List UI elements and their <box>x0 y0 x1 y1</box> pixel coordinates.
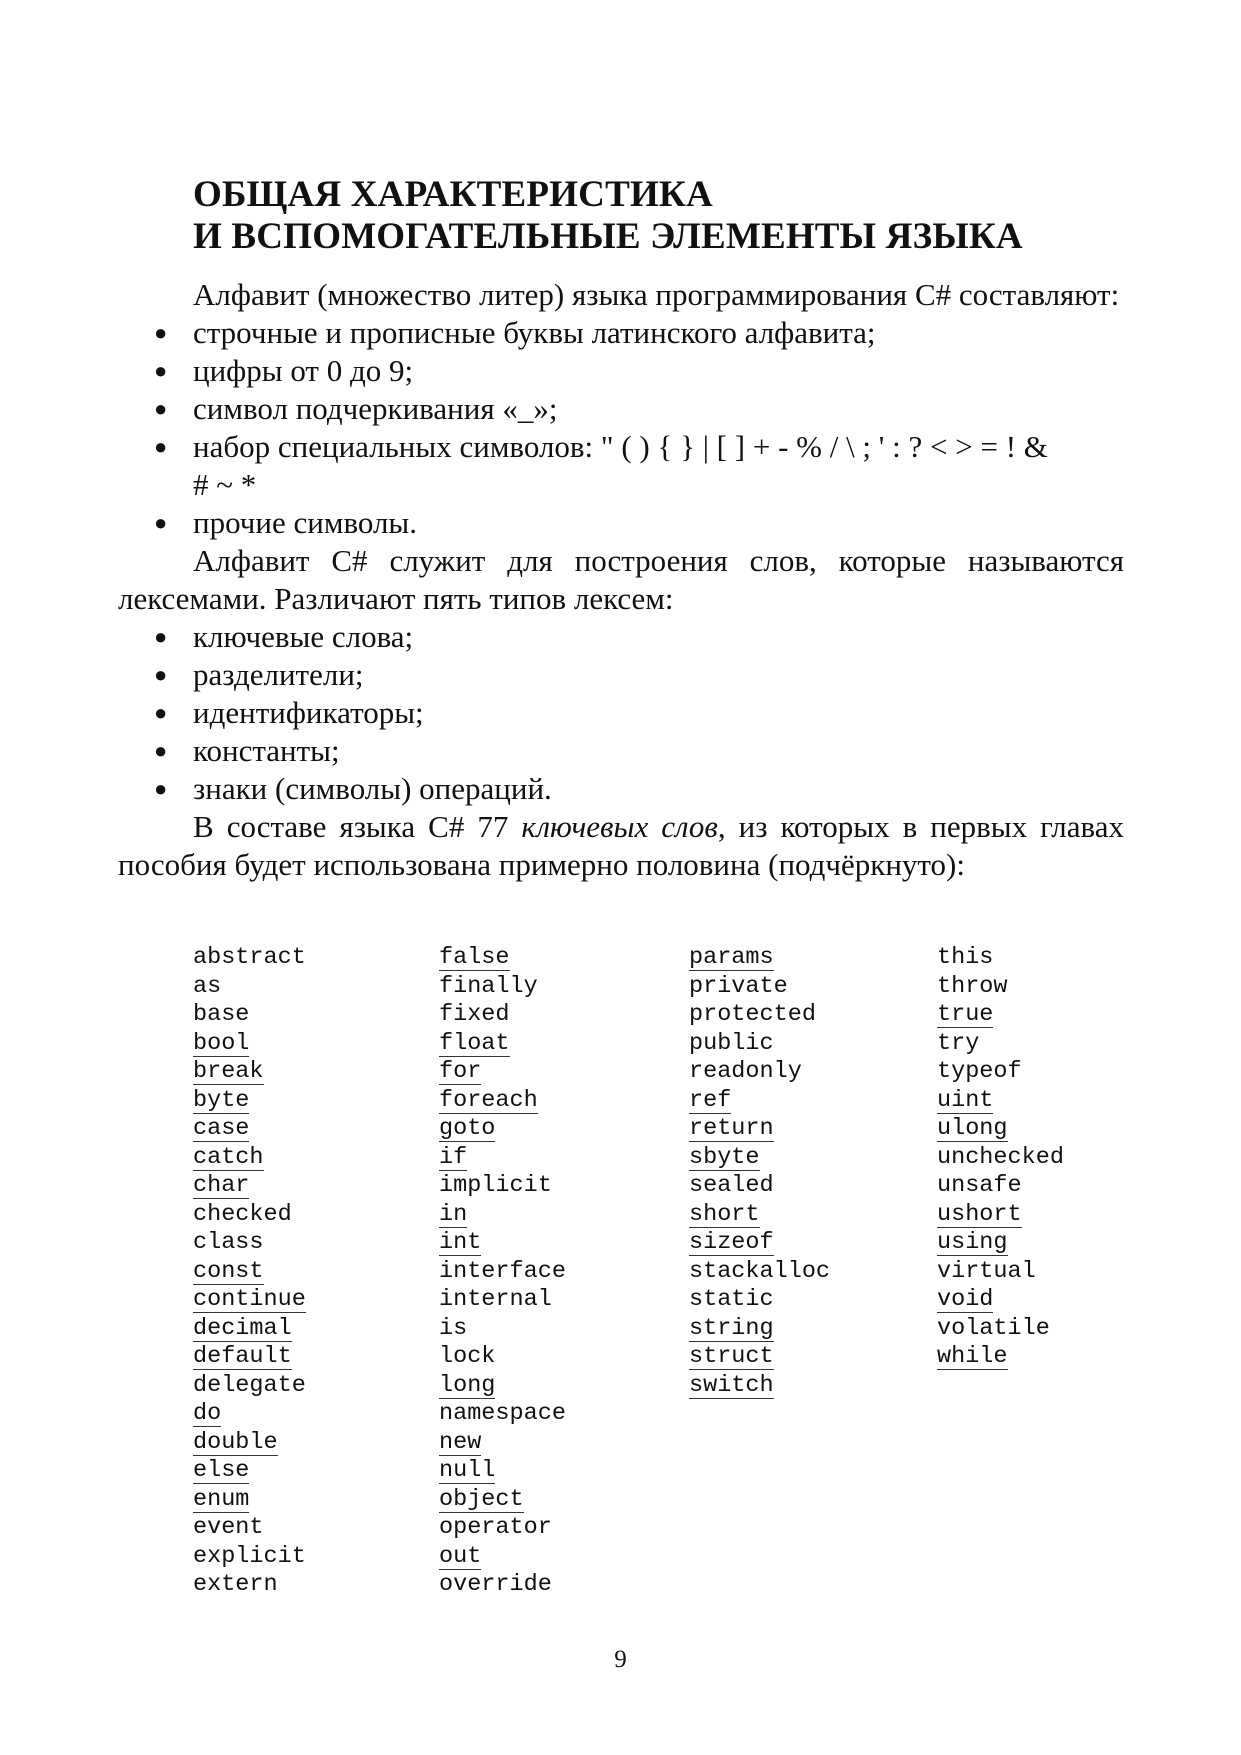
bullet-icon: ● <box>154 776 168 801</box>
keyword-item <box>193 1001 433 1030</box>
list-item: ● строчные и прописные буквы латинского алфавита; <box>154 315 876 350</box>
keyword-text: byte <box>193 1086 250 1114</box>
keyword-item <box>689 1144 929 1173</box>
paragraph-alphabet-intro: Алфавит (множество литер) языка программирования C# составляют: <box>193 277 1120 312</box>
keyword-column-3 <box>689 944 929 1400</box>
keyword-item <box>689 973 929 1002</box>
keyword-text: abstract <box>193 944 306 971</box>
keyword-item <box>439 1543 679 1572</box>
keyword-text: lock <box>439 1343 496 1370</box>
keyword-item <box>439 944 679 973</box>
keyword-item <box>439 1001 679 1030</box>
bullet-icon: ● <box>154 700 168 725</box>
keyword-item <box>193 1229 433 1258</box>
keyword-item <box>937 1201 1177 1230</box>
keyword-text: private <box>689 972 788 1000</box>
list-item: ● набор специальных символов: " ( ) { } | [ ] + - % / \ ; ' : ? < > = ! & # ~ * <box>118 428 1124 504</box>
keyword-text: decimal <box>193 1314 292 1342</box>
keyword-item <box>193 944 433 973</box>
keyword-item <box>439 1457 679 1486</box>
keyword-item <box>439 1486 679 1515</box>
bullet-icon: ● <box>154 738 168 763</box>
keyword-text: while <box>937 1343 1008 1370</box>
keyword-item <box>193 1372 433 1401</box>
keyword-item <box>193 1571 433 1600</box>
keyword-item <box>937 1343 1177 1372</box>
keyword-item <box>193 1457 433 1486</box>
keyword-text: ushort <box>937 1200 1022 1228</box>
keyword-text: switch <box>689 1371 774 1399</box>
list-item: ● константы; <box>154 733 340 768</box>
keyword-column-1 <box>193 944 433 1600</box>
keyword-item <box>439 973 679 1002</box>
keyword-text: delegate <box>193 1371 306 1399</box>
keyword-text: break <box>193 1058 264 1085</box>
keyword-text: null <box>439 1457 496 1484</box>
lexeme-list <box>118 618 1124 808</box>
keyword-item <box>439 1030 679 1059</box>
bullet-icon: ● <box>154 358 168 383</box>
keyword-text: using <box>937 1229 1008 1256</box>
keyword-text: else <box>193 1457 250 1484</box>
list-item-continuation: # ~ * <box>193 467 257 502</box>
keyword-item <box>439 1315 679 1344</box>
keyword-item <box>439 1172 679 1201</box>
list-item: ● знаки (символы) операций. <box>154 771 552 806</box>
keyword-item <box>193 1486 433 1515</box>
keyword-item <box>689 1343 929 1372</box>
keyword-text: void <box>937 1286 994 1313</box>
keyword-text: bool <box>193 1029 250 1057</box>
keyword-item <box>439 1115 679 1144</box>
keyword-item <box>193 1315 433 1344</box>
keyword-text: override <box>439 1571 552 1598</box>
page <box>118 0 1124 1755</box>
bullet-icon: ● <box>154 510 168 535</box>
keyword-item <box>689 1058 929 1087</box>
keyword-text: float <box>439 1029 510 1057</box>
keyword-text: operator <box>439 1514 552 1541</box>
keyword-text: for <box>439 1058 482 1085</box>
keyword-item <box>439 1429 679 1458</box>
keyword-item <box>689 1372 929 1401</box>
page-number: 9 <box>614 1646 627 1673</box>
keyword-item <box>193 1400 433 1429</box>
list-item: ● идентификаторы; <box>154 695 424 730</box>
heading-line-2: И ВСПОМОГАТЕЛЬНЫЕ ЭЛЕМЕНТЫ ЯЗЫКА <box>193 216 1023 257</box>
keyword-item <box>193 1030 433 1059</box>
keyword-text: goto <box>439 1115 496 1142</box>
alphabet-list <box>118 314 1124 542</box>
keyword-text: readonly <box>689 1058 802 1085</box>
keyword-item <box>689 1030 929 1059</box>
keyword-text: catch <box>193 1143 264 1171</box>
keyword-text: out <box>439 1542 482 1570</box>
keyword-text: unchecked <box>937 1143 1064 1171</box>
keyword-text: continue <box>193 1286 306 1313</box>
keyword-text: ulong <box>937 1115 1008 1142</box>
keyword-item <box>193 1543 433 1572</box>
keyword-text: volatile <box>937 1314 1050 1342</box>
keyword-item <box>193 1144 433 1173</box>
keyword-item <box>439 1201 679 1230</box>
keyword-text: ref <box>689 1086 732 1114</box>
keyword-item <box>193 1058 433 1087</box>
keyword-text: enum <box>193 1485 250 1513</box>
keyword-item <box>937 944 1177 973</box>
keyword-text: unsafe <box>937 1172 1022 1199</box>
keyword-text: sealed <box>689 1172 774 1199</box>
keyword-item <box>439 1286 679 1315</box>
keyword-text: short <box>689 1200 760 1228</box>
list-item: ● символ подчеркивания «_»; <box>154 391 558 426</box>
keyword-item <box>689 1087 929 1116</box>
keyword-column-2 <box>439 944 679 1600</box>
keyword-text: finally <box>439 972 538 1000</box>
keyword-item <box>937 1087 1177 1116</box>
keyword-item <box>937 1258 1177 1287</box>
keyword-item <box>439 1400 679 1429</box>
keyword-item <box>439 1087 679 1116</box>
keyword-text: int <box>439 1229 482 1256</box>
bullet-icon: ● <box>154 624 168 649</box>
list-item: ● цифры от 0 до 9; <box>154 353 414 388</box>
keyword-item <box>439 1258 679 1287</box>
keyword-text: typeof <box>937 1058 1022 1085</box>
keyword-text: namespace <box>439 1400 566 1427</box>
keyword-text: char <box>193 1172 250 1199</box>
keyword-text: extern <box>193 1571 278 1598</box>
keyword-column-4 <box>937 944 1177 1372</box>
keyword-item <box>439 1229 679 1258</box>
keyword-text: foreach <box>439 1086 538 1114</box>
body-text <box>118 276 1124 884</box>
keyword-text: protected <box>689 1001 816 1028</box>
keyword-text: throw <box>937 972 1008 1000</box>
keyword-text: params <box>689 944 774 971</box>
keyword-text: do <box>193 1400 222 1427</box>
keyword-item <box>937 1115 1177 1144</box>
keyword-text: sbyte <box>689 1143 760 1171</box>
keyword-item <box>689 1258 929 1287</box>
keyword-text: double <box>193 1428 278 1456</box>
keyword-text: event <box>193 1514 264 1541</box>
keyword-text: sizeof <box>689 1229 774 1256</box>
keyword-item <box>193 1258 433 1287</box>
keyword-text: internal <box>439 1286 552 1313</box>
paragraph-lexemes-intro: Алфавит C# служит для построения слов, которые называются лексемами. Различают пять типов лексем: <box>118 543 1124 616</box>
keyword-text: fixed <box>439 1001 510 1028</box>
keyword-item <box>193 1115 433 1144</box>
keyword-text: static <box>689 1286 774 1313</box>
keyword-item <box>439 1571 679 1600</box>
keyword-item <box>689 1201 929 1230</box>
keyword-text: if <box>439 1143 468 1171</box>
keyword-text: virtual <box>937 1257 1036 1285</box>
keyword-text: this <box>937 944 994 971</box>
keyword-text: case <box>193 1115 250 1142</box>
keyword-text: string <box>689 1314 774 1342</box>
keyword-item <box>193 1514 433 1543</box>
keyword-text: uint <box>937 1086 994 1114</box>
bullet-icon: ● <box>154 320 168 345</box>
keyword-item <box>937 1058 1177 1087</box>
bullet-icon: ● <box>154 434 168 459</box>
list-item: ● прочие символы. <box>154 505 418 540</box>
keyword-text: base <box>193 1001 250 1028</box>
keyword-item <box>193 1201 433 1230</box>
keyword-text: stackalloc <box>689 1257 831 1285</box>
keyword-item <box>689 1172 929 1201</box>
keyword-item <box>937 1172 1177 1201</box>
list-item: ● разделители; <box>154 657 364 692</box>
keyword-text: return <box>689 1115 774 1142</box>
keyword-item <box>193 973 433 1002</box>
bullet-icon: ● <box>154 662 168 687</box>
keyword-item <box>937 1229 1177 1258</box>
keyword-item <box>193 1087 433 1116</box>
keyword-item <box>689 1315 929 1344</box>
keyword-item <box>689 1115 929 1144</box>
keyword-item <box>689 944 929 973</box>
keyword-text: true <box>937 1001 994 1028</box>
list-item: ● ключевые слова; <box>154 619 414 654</box>
keyword-item <box>937 1030 1177 1059</box>
keyword-text: in <box>439 1200 468 1228</box>
keyword-item <box>439 1144 679 1173</box>
keyword-item <box>689 1286 929 1315</box>
keyword-text: is <box>439 1314 468 1342</box>
keyword-text: struct <box>689 1343 774 1370</box>
keyword-item <box>937 1144 1177 1173</box>
keyword-text: checked <box>193 1200 292 1228</box>
keyword-text: object <box>439 1485 524 1513</box>
keyword-text: implicit <box>439 1172 552 1199</box>
heading-line-1: ОБЩАЯ ХАРАКТЕРИСТИКА <box>193 174 713 215</box>
section-heading <box>193 174 1023 258</box>
paragraph-keywords-intro: В составе языка C# 77 ключевых слов, из которых в первых главах пособия будет использована примерно половина (подчёркнуто): <box>118 809 1124 882</box>
bullet-icon: ● <box>154 396 168 421</box>
keyword-item <box>937 1286 1177 1315</box>
keyword-text: const <box>193 1257 264 1285</box>
keyword-text: false <box>439 944 510 971</box>
keyword-item <box>193 1172 433 1201</box>
italic-term: ключевых слов <box>521 809 718 844</box>
keyword-item <box>689 1001 929 1030</box>
keyword-text: public <box>689 1029 774 1057</box>
keyword-item <box>439 1372 679 1401</box>
keyword-item <box>689 1229 929 1258</box>
keyword-text: class <box>193 1229 264 1256</box>
keyword-item <box>937 1315 1177 1344</box>
keyword-text: default <box>193 1343 292 1370</box>
keyword-item <box>439 1514 679 1543</box>
keyword-text: explicit <box>193 1542 306 1570</box>
keyword-text: long <box>439 1371 496 1399</box>
keyword-item <box>937 1001 1177 1030</box>
keyword-item <box>193 1429 433 1458</box>
keyword-text: try <box>937 1029 980 1057</box>
keyword-text: as <box>193 972 222 1000</box>
keyword-item <box>193 1343 433 1372</box>
keyword-text: new <box>439 1428 482 1456</box>
keyword-item <box>193 1286 433 1315</box>
keyword-item <box>937 973 1177 1002</box>
keyword-text: interface <box>439 1257 566 1285</box>
keyword-item <box>439 1343 679 1372</box>
keyword-item <box>439 1058 679 1087</box>
